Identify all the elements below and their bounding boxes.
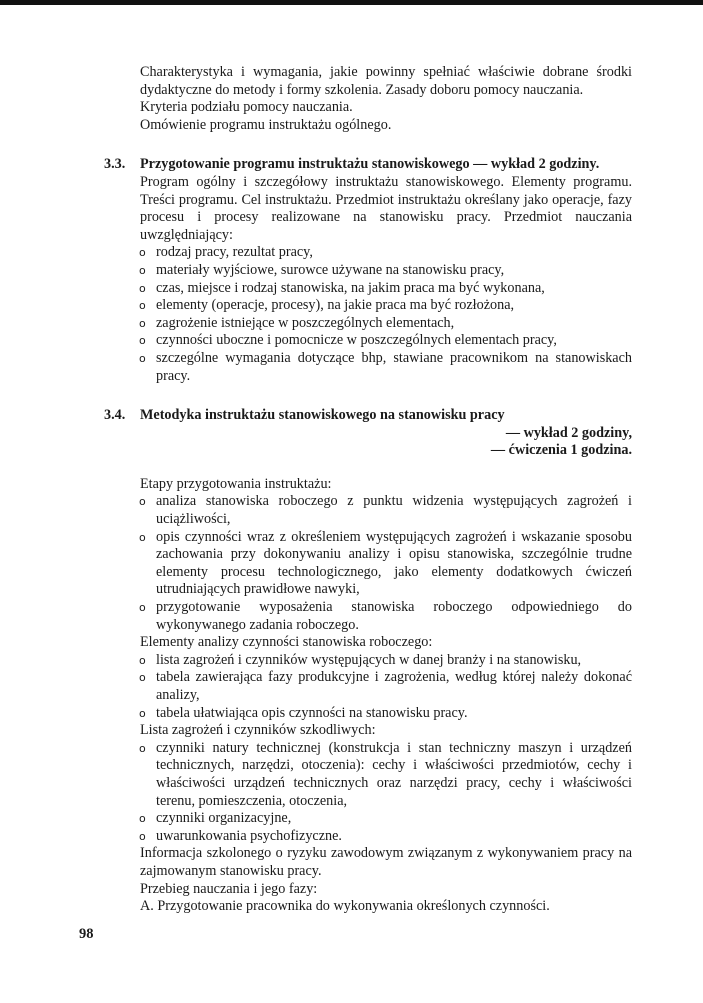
- intro-paragraph-1: Charakterystyka i wymagania, jakie powinny spełniać właściwie dobrane środki dydaktyczne do metody i formy szkolenia. Zasady doboru pomocy nauczania.: [140, 64, 632, 98]
- faza-a-paragraph: A. Przygotowanie pracownika do wykonywania określonych czynności.: [140, 898, 550, 915]
- section-3-4-title: Metodyka instruktażu stanowiskowego na stanowisku pracy: [140, 407, 505, 424]
- list-item: o tabela ułatwiająca opis czynności na stanowisku pracy.: [139, 704, 468, 721]
- section-3-4-number: 3.4.: [104, 407, 126, 424]
- list-item: o tabela zawierająca fazy produkcyjne i zagrożenia, według której należy dokonać analizy,: [139, 669, 632, 703]
- etapy-label: Etapy przygotowania instruktażu:: [140, 475, 332, 492]
- informacja-paragraph: Informacja szkolonego o ryzyku zawodowym związanym z wykonywaniem pracy na zajmowanym stanowisku pracy.: [140, 845, 632, 879]
- list-item: o szczególne wymagania dotyczące bhp, stawiane pracownikom na stanowiskach pracy.: [139, 349, 632, 384]
- list-item: o lista zagrożeń i czynników występujących w danej branży i na stanowisku,: [139, 651, 582, 668]
- intro-paragraph-2: Kryteria podziału pomocy nauczania.: [140, 99, 353, 116]
- section-3-3-list: [0, 244, 703, 385]
- section-3-4-lecture-hours: — wykład 2 godziny,: [505, 424, 632, 441]
- bullet-icon: o: [139, 246, 146, 260]
- bullet-icon: o: [139, 706, 146, 720]
- list-item: o czynniki organizacyjne,: [139, 810, 292, 827]
- section-3-3-title: Przygotowanie programu instruktażu stanowiskowego — wykład 2 godziny.: [140, 156, 600, 173]
- list-item: o czynniki natury technicznej (konstrukcja i stan techniczny maszyn i urządzeń technicznych, narzędzi, otoczenia): cechy i właściwości przedmiotów, cechy i właściwości urządzeń technicznych oraz narzędzi pracy, cechy i właściwości terenu, pomieszczenia, otoczenia,: [139, 739, 632, 809]
- bullet-icon: o: [139, 653, 146, 667]
- przebieg-paragraph: Przebieg nauczania i jego fazy:: [140, 880, 318, 897]
- lista-list: [0, 740, 703, 846]
- list-item: o zagrożenie istniejące w poszczególnych elementach,: [139, 314, 455, 331]
- section-3-4-heading: [104, 407, 632, 425]
- list-item: o uwarunkowania psychofizyczne.: [139, 827, 342, 844]
- lista-label: Lista zagrożeń i czynników szkodliwych:: [140, 722, 376, 739]
- list-item: o rodzaj pracy, rezultat pracy,: [139, 244, 313, 261]
- section-3-3-heading: [104, 156, 632, 174]
- intro-paragraph-3: Omówienie programu instruktażu ogólnego.: [140, 116, 392, 133]
- section-3-3-number: 3.3.: [104, 156, 126, 173]
- list-item: o czas, miejsce i rodzaj stanowiska, na jakim praca ma być wykonana,: [139, 279, 545, 296]
- top-border: [0, 0, 703, 5]
- section-3-4-exercise-hours: — ćwiczenia 1 godzina.: [490, 442, 632, 459]
- etapy-list: [0, 493, 703, 634]
- bullet-icon: o: [139, 671, 146, 685]
- list-item: o elementy (operacje, procesy), na jakie praca ma być rozłożona,: [139, 297, 515, 314]
- bullet-icon: o: [139, 829, 146, 843]
- bullet-icon: o: [139, 530, 146, 544]
- section-3-3-body: Program ogólny i szczegółowy instruktażu stanowiskowego. Elementy programu. Treści programu. Cel instruktażu. Przedmiot instruktażu określany jako operacje, fazy procesu i procesy realizowane na stanowisku pracy. Przedmiot nauczania uwzględniający:: [140, 173, 632, 243]
- bullet-icon: o: [139, 263, 146, 277]
- bullet-icon: o: [139, 334, 146, 348]
- elementy-label: Elementy analizy czynności stanowiska roboczego:: [140, 634, 433, 651]
- list-item: o materiały wyjściowe, surowce używane na stanowisku pracy,: [139, 261, 505, 278]
- page-content: [0, 64, 703, 916]
- list-item: o czynności uboczne i pomocnicze w poszczególnych elementach pracy,: [139, 332, 557, 349]
- page-number: 98: [79, 926, 94, 942]
- list-item: o przygotowanie wyposażenia stanowiska roboczego odpowiedniego do wykonywanego zadania roboczego.: [139, 599, 632, 633]
- bullet-icon: o: [139, 299, 146, 313]
- bullet-icon: o: [139, 281, 146, 295]
- elementy-list: [0, 652, 703, 722]
- bullet-icon: o: [139, 601, 146, 615]
- bullet-icon: o: [139, 812, 146, 826]
- list-item: o opis czynności wraz z określeniem występujących zagrożeń i wskazanie sposobu zachowania przy dokonywaniu analizy i opisu stanowiska, szczególnie trudne elementy procesu technologicznego, jako elementy dodatkowych ćwiczeń utrudniających prawidłowe nawyki,: [139, 528, 632, 598]
- bullet-icon: o: [139, 741, 146, 755]
- bullet-icon: o: [139, 495, 146, 509]
- bullet-icon: o: [139, 316, 146, 330]
- bullet-icon: o: [139, 351, 146, 365]
- list-item: o analiza stanowiska roboczego z punktu widzenia występujących zagrożeń i uciążliwości,: [139, 493, 632, 528]
